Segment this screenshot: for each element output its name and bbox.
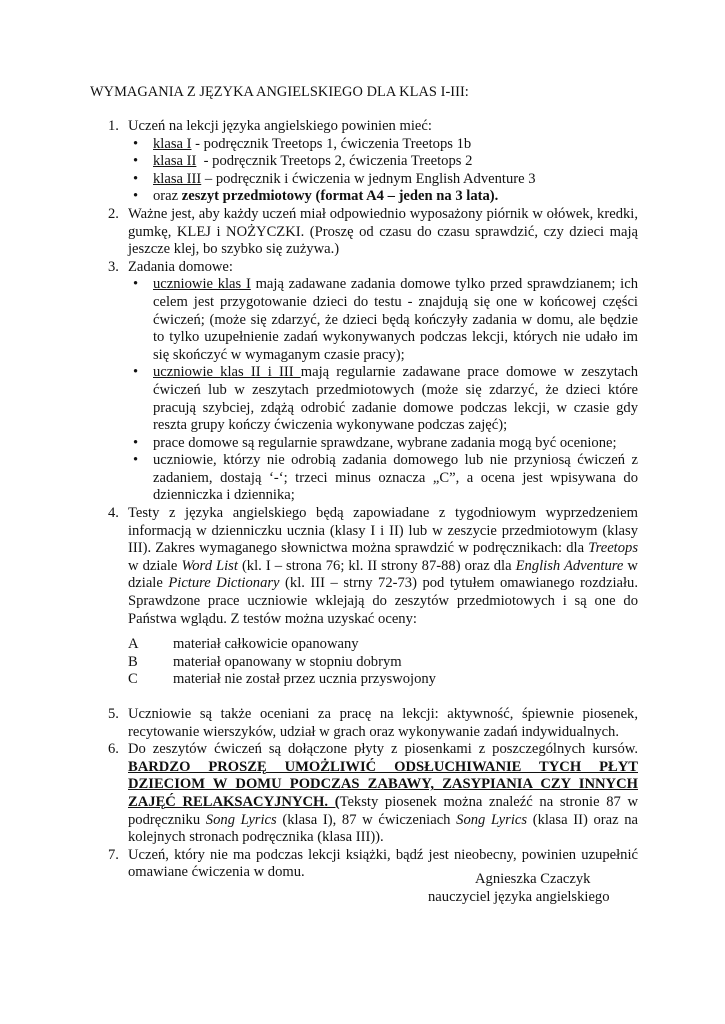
bullet-text: - podręcznik Treetops 1, ćwiczenia Treetops 1b (191, 135, 472, 152)
list-item-5 (108, 706, 638, 741)
bullet-dot-icon: • (133, 135, 139, 152)
list-item-4 (108, 505, 638, 689)
bullet-list (128, 276, 638, 505)
bullet-item (128, 171, 638, 189)
bullet-text: mają zadawane zadania domowe tylko przed sprawdzianem; ich celem jest przygotowanie dzieci do testu - znajdują się one w końcowej części ćwiczeń; (może się zdarzyć, że dzieci będą kończyły zadania w domu, ale będzie to tylko uzupełnienie zadań wykonywanych podczas lekcji, których nie udało im się skończyć w wymaganym czasie pracy); (153, 276, 639, 363)
item-text: Ważne jest, aby każdy uczeń miał odpowiednio wyposażony piórnik w ołówek, kredki, gumkę, KLEJ i NOŻYCZKI. (Proszę od czasu do czasu sprawdzić, czy dzieci mają jeszcze klej, bo szybko się zużywa.) (128, 205, 638, 258)
requirements-list (108, 118, 638, 882)
bullet-text: uczniowie, którzy nie odrobią zadania domowego lub nie przyniosą ćwiczeń z zadaniem, dostają ‘-‘; trzeci minus oznacza „C”, a ocena jest wpisywana do dzienniczka i dziennika; (153, 452, 638, 504)
notebook-requirement: zeszyt przedmiotowy (format A4 – jeden na 3 lata). (181, 188, 499, 205)
bullet-dot-icon: • (133, 364, 139, 381)
item-intro: Uczeń na lekcji języka angielskiego powinien mieć: (128, 118, 432, 134)
item-number: 5. (108, 706, 119, 722)
grade-description: materiał nie został przez ucznia przyswojony (173, 671, 436, 688)
book-title: Song Lyrics (456, 811, 528, 828)
bullet-dot-icon: • (133, 153, 139, 170)
list-item-6 (108, 741, 638, 847)
grade-letter: B (128, 653, 138, 670)
text-run: (klasa I), 87 w ćwiczeniach (276, 811, 457, 828)
emphasized-request: BARDZO PROSZĘ UMOŻLIWIĆ ODSŁUCHIWANIE TYCH PŁYT DZIECIOM W DOMU PODCZAS ZABAWY, ZASYPIANIA CZY INNYCH ZAJĘĆ RELAKSACYJNYCH. ( (128, 758, 638, 810)
item-number: 6. (108, 741, 119, 758)
bullet-item (128, 364, 638, 434)
item-number: 1. (108, 118, 119, 134)
grade-row (128, 654, 638, 672)
teacher-name: Agnieszka Czaczyk (475, 871, 591, 887)
grade-row (128, 636, 638, 654)
bullet-dot-icon: • (133, 188, 139, 205)
item-number: 2. (108, 205, 119, 222)
grade-row (128, 671, 638, 689)
bullet-text: - podręcznik Treetops 2, ćwiczenia Treetops 2 (196, 153, 473, 170)
list-item-1 (108, 118, 638, 206)
document-title: WYMAGANIA Z JĘZYKA ANGIELSKIEGO DLA KLAS I-III: (90, 84, 469, 100)
class-label: klasa III (153, 170, 202, 187)
bullet-dot-icon: • (133, 276, 139, 293)
book-title: Treetops (588, 540, 638, 557)
class-label: klasa II (153, 153, 197, 170)
section-title: Picture Dictionary (168, 575, 280, 592)
book-title: English Adventure (515, 557, 624, 574)
text-run: Teksty piosenek można znaleźć na stronie 87 w podręczniku (128, 793, 638, 828)
item-number: 3. (108, 258, 119, 275)
teacher-role: nauczyciel języka angielskiego (428, 888, 610, 905)
section-title: Word List (181, 557, 238, 574)
list-item-3 (108, 259, 638, 505)
text-run: (klasa II) oraz na kolejnych stronach podręcznika (klasa III)). (128, 811, 639, 846)
bullet-item (128, 452, 638, 505)
bullet-dot-icon: • (133, 170, 139, 187)
item-text (128, 741, 638, 847)
bullet-item (128, 136, 638, 154)
text-run: w dziale (128, 557, 638, 592)
text-run: Do zeszytów ćwiczeń są dołączone płyty z piosenkami z poszczególnych kursów. (128, 741, 638, 758)
item-text (128, 505, 638, 628)
bullet-item (128, 188, 638, 206)
bullet-item (128, 153, 638, 171)
text-run: (kl. III – strny 72-73) pod tytułem omawianego rozdziału. Sprawdzone prace uczniowie wklejają do zeszytów przedmiotowych i są one do Państwa wglądu. Z testów można uzyskać oceny: (128, 575, 638, 627)
bullet-item (128, 435, 638, 453)
item-text: Uczeń, który nie ma podczas lekcji książki, bądź jest nieobecny, powinien uzupełnić omawiane ćwiczenia w domu. (128, 846, 638, 881)
bullet-text: – podręcznik i ćwiczenia w jednym English Adventure 3 (201, 170, 536, 187)
bullet-dot-icon: • (133, 434, 139, 451)
book-title: Song Lyrics (205, 811, 277, 828)
text-run: w dziale (128, 557, 182, 574)
grade-description: materiał całkowicie opanowany (173, 636, 359, 653)
grade-description: materiał opanowany w stopniu dobrym (173, 653, 402, 670)
signature-block (428, 871, 618, 906)
bullet-text: prace domowe są regularnie sprawdzane, wybrane zadania mogą być ocenione; (153, 434, 617, 451)
grade-scale (128, 636, 638, 689)
class-label: klasa I (153, 135, 192, 152)
bullet-item (128, 276, 638, 364)
grade-letter: C (128, 671, 138, 688)
text-run: Testy z języka angielskiego będą zapowiadane z tygodniowym wyprzedzeniem informacją w dzienniczku ucznia (klasy I i II) lub w zeszycie przedmiotowym (klasy III). Zakres wymaganego słownictwa można sprawdzić w podręcznikach: dla (128, 505, 638, 557)
item-intro: Zadania domowe: (128, 258, 233, 275)
grade-letter: A (128, 636, 139, 653)
text-run: (kl. I – strona 76; kl. II strony 87-88) oraz dla (237, 557, 516, 574)
item-number: 4. (108, 505, 119, 522)
bullet-text: oraz (153, 188, 182, 205)
class-label: uczniowie klas II i III (153, 364, 301, 381)
item-text: Uczniowie są także oceniani za pracę na lekcji: aktywność, śpiewnie piosenek, recytowanie wierszyków, udział w grach oraz wykonywanie zadań indywidualnych. (128, 706, 638, 740)
bullet-dot-icon: • (133, 452, 139, 469)
item-number: 7. (108, 846, 119, 863)
bullet-text: mają regularnie zadawane prace domowe w zeszytach ćwiczeń lub w zeszytach przedmiotowych (może się zdarzyć, że dzieci które pracują szybciej, zdążą odrobić zadanie domowe podczas lekcji, w czasie gdy reszta grupy kończy ćwiczenia wykonywane podczas zajęć); (153, 364, 639, 434)
list-item-2 (108, 206, 638, 259)
bullet-list (128, 136, 638, 206)
class-label: uczniowie klas I (153, 276, 251, 293)
